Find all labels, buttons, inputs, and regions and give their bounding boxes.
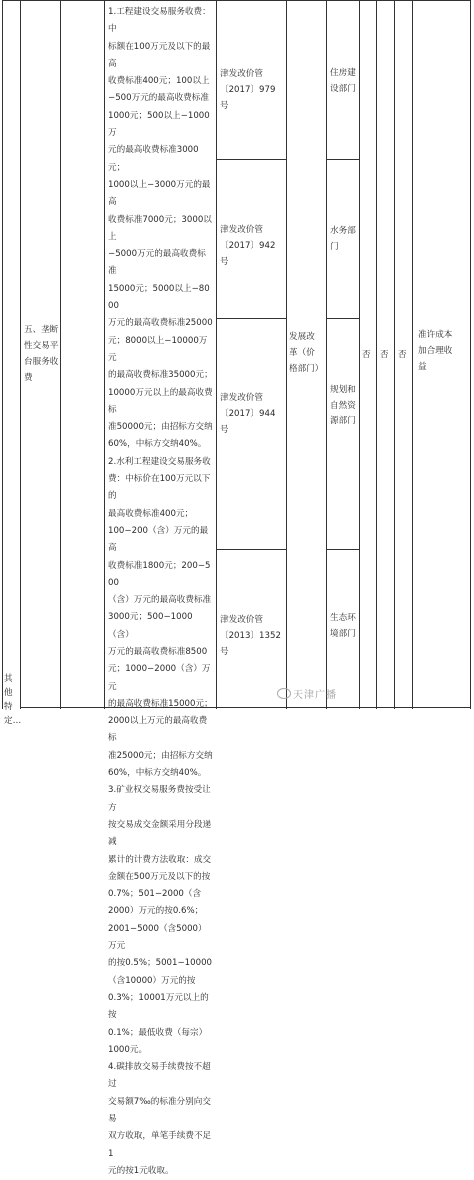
grid-line bbox=[216, 549, 287, 550]
supervising-department bbox=[330, 224, 358, 255]
document-issuer: 津发改价管 bbox=[220, 615, 263, 625]
watermark bbox=[277, 686, 337, 701]
pricing-basis: 准许成本加合理收益 bbox=[418, 330, 453, 372]
fee-description-line: 1000以上−3000万元的最高 bbox=[108, 179, 211, 208]
fee-description-line: −5000万元的最高收费标准 bbox=[108, 249, 206, 277]
row-category-label: 其他特定… bbox=[4, 674, 22, 726]
fee-description-line: 60%，中标方交纳40%。 bbox=[108, 439, 207, 450]
department-name-line: 住房建 bbox=[330, 68, 356, 78]
fee-description-line: 标额在100万元及以下的最高 bbox=[108, 41, 211, 69]
grid-line bbox=[20, 0, 21, 709]
fee-description-line: 100−200（含）万元的最高 bbox=[108, 525, 209, 554]
fee-description-line: 0.3%；10001万元以上的按 bbox=[108, 992, 209, 1021]
pricing-department: 发展改革（价格部门） bbox=[289, 332, 324, 374]
weibo-icon bbox=[277, 688, 291, 699]
fee-description-line: 收费标准7000元；3000以上 bbox=[108, 214, 212, 242]
grid-line bbox=[470, 0, 471, 709]
document-number: 〔2017〕942号 bbox=[220, 241, 276, 267]
fee-description-line: 1000元。 bbox=[108, 1044, 148, 1055]
grid-line bbox=[394, 0, 395, 709]
grid-line bbox=[216, 0, 217, 709]
fee-description-line: 的按0.5%；5001−10000 bbox=[108, 958, 213, 969]
fee-description-line: 0.7%；501−2000（含 bbox=[108, 889, 202, 900]
document-number: 〔2013〕1352号 bbox=[220, 631, 281, 657]
fee-description-line: 2.水利工程建设交易服务收 bbox=[108, 456, 211, 467]
supervising-department bbox=[330, 611, 358, 642]
fee-description-line: 的最高收费标准35000元； bbox=[108, 370, 213, 381]
fee-description-line: 最高收费标准400元； bbox=[108, 508, 194, 519]
fee-description-line: 2000以上万元的最高收费标 bbox=[108, 716, 208, 744]
department-name-line: 自然资 bbox=[330, 400, 356, 411]
document-number: 〔2017〕944号 bbox=[220, 409, 276, 435]
flag-cell: 否 bbox=[398, 350, 407, 360]
grid-line bbox=[376, 0, 377, 709]
grid-line bbox=[104, 0, 105, 709]
fee-description-line: 3000元；500−1000（含） bbox=[108, 612, 193, 640]
grid-line bbox=[326, 318, 360, 319]
fee-description-line: （含10000）万元的按 bbox=[108, 975, 196, 986]
department-name-line: 水务部 bbox=[330, 226, 356, 236]
department-name-line: 境部门 bbox=[330, 628, 356, 639]
fee-description-line: 交易额7‰的标准分别向交易 bbox=[108, 1096, 211, 1124]
grid-line bbox=[286, 0, 287, 709]
document-issuer: 津发改价管 bbox=[220, 69, 263, 79]
grid-line bbox=[326, 0, 327, 709]
document-number: 〔2017〕979号 bbox=[220, 85, 276, 111]
document-issuer: 津发改价管 bbox=[220, 393, 263, 403]
fee-description-line: 元的最高收费标准3000元； bbox=[108, 145, 199, 173]
flag-cell: 否 bbox=[362, 350, 371, 360]
grid-line bbox=[412, 0, 413, 709]
supervising-department bbox=[330, 66, 358, 97]
department-name-line: 生态环 bbox=[330, 613, 356, 623]
fee-description-line: 累计的计费方法收取：成交 bbox=[108, 854, 212, 865]
flag-cell: 否 bbox=[380, 350, 389, 360]
fee-description-line: 准25000元；由招标方交纳 bbox=[108, 750, 213, 761]
fee-description-line: 2000）万元的按0.6%； bbox=[108, 906, 204, 917]
department-name-line: 设部门 bbox=[330, 83, 356, 94]
grid-line bbox=[216, 159, 287, 160]
department-name-line: 规划和 bbox=[330, 385, 356, 395]
policy-document bbox=[220, 612, 284, 660]
fee-description-line: 万元的最高收费标准8500 bbox=[108, 646, 208, 657]
supervising-department bbox=[330, 383, 358, 430]
fee-description-line: −500万元的最高收费标准 bbox=[108, 93, 209, 104]
fee-description-line: 1000元；500以上−1000万 bbox=[108, 110, 210, 139]
fee-description-line: 金额在500万元及以下的按 bbox=[108, 871, 211, 882]
fee-description-line: 60%，中标方交纳40%。 bbox=[108, 768, 207, 779]
fee-description-line: 准50000元；由招标方交纳 bbox=[108, 422, 213, 433]
service-item-name: 五、垄断性交易平台服务收费 bbox=[24, 325, 59, 383]
fee-description-line: （含）万元的最高收费标准 bbox=[108, 595, 212, 606]
grid-line bbox=[20, 707, 471, 708]
policy-document bbox=[220, 66, 284, 114]
policy-document bbox=[220, 390, 284, 438]
fee-description-line: 15000元；5000以上−8000 bbox=[108, 283, 210, 312]
fee-description-line: 0.1%；最低收费（每宗） bbox=[108, 1027, 208, 1038]
grid-line bbox=[326, 549, 360, 550]
watermark-text: 天津广播 bbox=[293, 690, 337, 701]
fee-description-line: 按交易成交金额采用分段递减 bbox=[108, 819, 212, 848]
fee-description-line: 元；1000−2000（含）万元 bbox=[108, 664, 211, 692]
fee-description-line: 费：中标价在100万元以下的 bbox=[108, 474, 211, 502]
grid-line bbox=[326, 159, 360, 160]
fee-description-line: 收费标准1800元；200−500 bbox=[108, 560, 211, 588]
fee-description bbox=[108, 4, 214, 1180]
department-name-line: 门 bbox=[330, 241, 339, 252]
fee-description-line: 元的按1元收取。 bbox=[108, 1165, 174, 1176]
grid-line bbox=[2, 0, 3, 709]
fee-description-line: 双方收取，单笔手续费不足1 bbox=[108, 1131, 212, 1159]
grid-line bbox=[60, 0, 61, 709]
fee-description-line: 元；8000以上−10000万元 bbox=[108, 335, 208, 363]
grid-line bbox=[2, 0, 471, 1]
grid-line bbox=[216, 318, 287, 319]
department-name-line: 源部门 bbox=[330, 416, 356, 426]
policy-document bbox=[220, 222, 284, 270]
fee-description-line: 收费标准400元；100以上 bbox=[108, 76, 210, 87]
grid-line bbox=[359, 0, 360, 709]
fee-description-line: 2001−5000（含5000）万元 bbox=[108, 923, 207, 952]
fee-description-line: 3.矿业权交易服务费按受让方 bbox=[108, 785, 211, 813]
fee-description-line: 10000万元以上的最高收费标 bbox=[108, 387, 213, 415]
fee-description-line: 4.碳排放交易手续费按不超过 bbox=[108, 1062, 211, 1090]
document-issuer: 津发改价管 bbox=[220, 225, 263, 235]
fee-description-line: 1.工程建设交易服务收费：中 bbox=[108, 7, 211, 35]
fee-description-line: 万元的最高收费标准25000 bbox=[108, 318, 213, 329]
fee-description-line: 的最高收费标准15000元； bbox=[108, 698, 213, 709]
